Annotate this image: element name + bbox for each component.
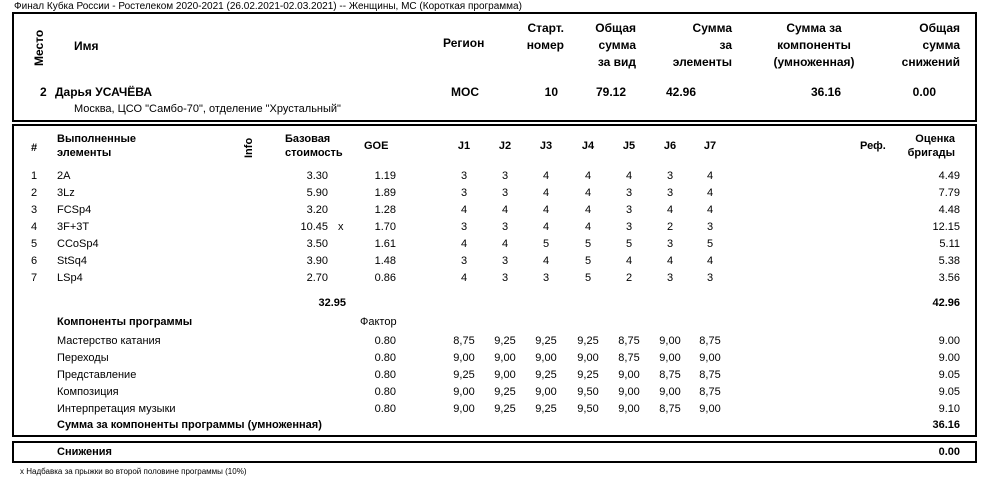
element-judge-score: 5 <box>706 238 714 250</box>
skater-start-number: 10 <box>544 85 558 99</box>
element-judge-score: 4 <box>706 187 714 199</box>
component-judge-score: 9,25 <box>535 369 557 381</box>
footnote: x Надбавка за прыжки во второй половине программы (10%) <box>20 467 247 476</box>
component-name: Переходы <box>57 352 109 364</box>
judge-header-7: J7 <box>703 140 717 152</box>
component-panel-score: 9.05 <box>938 386 960 398</box>
region-header: Регион <box>443 36 485 50</box>
element-base-value: 3.90 <box>306 255 328 267</box>
skater-pcs-score: 36.16 <box>810 85 841 99</box>
component-panel-score: 9.05 <box>938 369 960 381</box>
element-base-value: 3.30 <box>306 170 328 182</box>
element-judge-score: 3 <box>625 221 633 233</box>
element-judge-score: 4 <box>542 170 550 182</box>
total-score-header: Общая сумма за вид <box>595 21 636 69</box>
component-judge-score: 9,25 <box>494 335 516 347</box>
element-judge-score: 3 <box>666 170 674 182</box>
factor-header: Фактор <box>360 316 397 328</box>
component-judge-score: 8,75 <box>699 369 721 381</box>
element-judge-score: 3 <box>706 272 714 284</box>
element-judge-score: 3 <box>501 221 509 233</box>
skater-name: Дарья УСАЧЁВА <box>55 85 153 99</box>
component-name: Интерпретация музыки <box>57 403 176 415</box>
element-judge-score: 4 <box>501 238 509 250</box>
element-number: 7 <box>31 272 38 284</box>
start-number-header: Старт. номер <box>526 21 564 52</box>
element-panel-score: 12.15 <box>932 221 960 233</box>
component-judge-score: 9,00 <box>659 352 681 364</box>
component-judge-score: 9,25 <box>535 403 557 415</box>
component-name: Композиция <box>57 386 119 398</box>
pcs-header: Сумма за компоненты (умноженная) <box>773 21 855 69</box>
judge-header-1: J1 <box>457 140 471 152</box>
element-panel-score: 5.11 <box>939 238 960 250</box>
element-judge-score: 4 <box>542 221 550 233</box>
component-judge-score: 9,00 <box>535 352 557 364</box>
element-number: 1 <box>31 170 38 182</box>
component-judge-score: 8,75 <box>618 335 640 347</box>
component-judge-score: 8,75 <box>699 386 721 398</box>
component-judge-score: 8,75 <box>659 369 681 381</box>
element-goe: 1.19 <box>374 170 396 182</box>
deductions-label: Снижения <box>57 446 112 458</box>
element-judge-score: 3 <box>501 272 509 284</box>
element-judge-score: 4 <box>460 272 468 284</box>
skater-deductions: 0.00 <box>912 85 936 99</box>
element-goe: 1.48 <box>374 255 396 267</box>
element-base-value: 2.70 <box>306 272 328 284</box>
element-judge-score: 4 <box>542 204 550 216</box>
judge-header-3: J3 <box>539 140 553 152</box>
component-judge-score: 9,25 <box>577 369 599 381</box>
element-judge-score: 3 <box>460 170 468 182</box>
element-judge-score: 3 <box>460 187 468 199</box>
component-judge-score: 9,00 <box>699 403 721 415</box>
judge-header-2: J2 <box>498 140 512 152</box>
skater-total-score: 79.12 <box>595 85 626 99</box>
element-judge-score: 4 <box>460 238 468 250</box>
element-number: 5 <box>31 238 38 250</box>
element-judge-score: 5 <box>542 238 550 250</box>
component-judge-score: 9,00 <box>618 369 640 381</box>
skater-club: Москва, ЦСО "Самбо-70", отделение "Хрустальный" <box>74 103 341 115</box>
component-judge-score: 8,75 <box>618 352 640 364</box>
component-judge-score: 9,00 <box>618 403 640 415</box>
element-base-value: 3.50 <box>306 238 328 250</box>
component-factor: 0.80 <box>374 352 396 364</box>
component-judge-score: 9,25 <box>494 386 516 398</box>
element-judge-score: 4 <box>584 221 592 233</box>
element-goe: 1.61 <box>374 238 396 250</box>
base-value-header: Базовая стоимость <box>285 133 343 159</box>
component-judge-score: 9,50 <box>577 403 599 415</box>
element-judge-score: 4 <box>460 204 468 216</box>
element-judge-score: 2 <box>625 272 633 284</box>
element-name: LSp4 <box>57 272 83 284</box>
element-name: 2A <box>57 170 71 182</box>
goe-header: GOE <box>364 140 389 152</box>
skater-place: 2 <box>40 85 47 99</box>
element-judge-score: 3 <box>625 204 633 216</box>
element-panel-score: 4.49 <box>938 170 960 182</box>
component-judge-score: 9,00 <box>699 352 721 364</box>
element-panel-score: 7.79 <box>938 187 960 199</box>
skater-region: МОС <box>451 85 479 99</box>
referee-header: Реф. <box>860 140 886 152</box>
component-judge-score: 9,25 <box>535 335 557 347</box>
component-judge-score: 8,75 <box>659 403 681 415</box>
element-judge-score: 3 <box>666 187 674 199</box>
judge-header-6: J6 <box>663 140 677 152</box>
element-judge-score: 4 <box>625 255 633 267</box>
element-judge-score: 4 <box>666 255 674 267</box>
element-judge-score: 3 <box>625 187 633 199</box>
element-name: FCSp4 <box>57 204 92 216</box>
components-total-label: Сумма за компоненты программы (умноженная) <box>57 419 322 431</box>
deductions-score: 0.00 <box>938 446 960 458</box>
element-judge-score: 4 <box>584 187 592 199</box>
element-judge-score: 3 <box>706 221 714 233</box>
judge-header-4: J4 <box>581 140 595 152</box>
element-name: 3F+3T <box>57 221 90 233</box>
component-judge-score: 9,25 <box>577 335 599 347</box>
component-judge-score: 9,00 <box>453 352 475 364</box>
element-bonus-mark: x <box>338 221 344 233</box>
element-judge-score: 4 <box>584 204 592 216</box>
element-judge-score: 4 <box>542 187 550 199</box>
element-base-value: 10.45 <box>300 221 328 233</box>
element-judge-score: 2 <box>666 221 674 233</box>
info-header: Info <box>243 137 255 158</box>
element-judge-score: 3 <box>501 187 509 199</box>
component-judge-score: 8,75 <box>699 335 721 347</box>
component-judge-score: 8,75 <box>453 335 475 347</box>
element-judge-score: 5 <box>625 238 633 250</box>
component-judge-score: 9,00 <box>659 335 681 347</box>
elements-base-total: 32.95 <box>318 297 346 309</box>
component-judge-score: 9,00 <box>659 386 681 398</box>
element-panel-score: 3.56 <box>938 272 960 284</box>
place-header: Место <box>32 29 46 66</box>
element-judge-score: 3 <box>460 255 468 267</box>
elements-score-total: 42.96 <box>932 297 960 309</box>
components-title: Компоненты программы <box>57 316 193 328</box>
element-judge-score: 5 <box>584 272 592 284</box>
element-score-header: Сумма за элементы <box>672 21 732 69</box>
component-factor: 0.80 <box>374 386 396 398</box>
deductions-box <box>12 441 977 463</box>
element-number: 3 <box>31 204 38 216</box>
component-judge-score: 9,00 <box>577 352 599 364</box>
element-judge-score: 3 <box>501 170 509 182</box>
element-judge-score: 4 <box>584 170 592 182</box>
element-name: 3Lz <box>57 187 75 199</box>
element-goe: 0.86 <box>374 272 396 284</box>
element-goe: 1.70 <box>374 221 396 233</box>
component-factor: 0.80 <box>374 369 396 381</box>
element-judge-score: 5 <box>584 238 592 250</box>
skater-element-score: 42.96 <box>665 85 696 99</box>
element-judge-score: 4 <box>706 255 714 267</box>
component-judge-score: 9,00 <box>453 403 475 415</box>
element-name: StSq4 <box>57 255 87 267</box>
element-judge-score: 3 <box>501 255 509 267</box>
element-judge-score: 3 <box>666 272 674 284</box>
component-judge-score: 9,25 <box>494 403 516 415</box>
element-judge-score: 4 <box>666 204 674 216</box>
component-name: Мастерство катания <box>57 335 161 347</box>
judge-header-5: J5 <box>622 140 636 152</box>
component-panel-score: 9.10 <box>938 403 960 415</box>
num-header: # <box>31 142 38 154</box>
executed-elements-header: Выполненные элементы <box>57 133 136 159</box>
deductions-header: Общая сумма снижений <box>901 21 960 69</box>
element-panel-score: 4.48 <box>938 204 960 216</box>
element-judge-score: 4 <box>706 204 714 216</box>
component-judge-score: 9,25 <box>453 369 475 381</box>
component-judge-score: 9,50 <box>577 386 599 398</box>
component-judge-score: 9,00 <box>535 386 557 398</box>
element-base-value: 5.90 <box>306 187 328 199</box>
element-judge-score: 4 <box>542 255 550 267</box>
element-judge-score: 3 <box>666 238 674 250</box>
component-judge-score: 9,00 <box>453 386 475 398</box>
component-factor: 0.80 <box>374 403 396 415</box>
element-judge-score: 4 <box>501 204 509 216</box>
component-panel-score: 9.00 <box>938 335 960 347</box>
element-number: 6 <box>31 255 38 267</box>
component-judge-score: 9,00 <box>618 386 640 398</box>
document-title: Финал Кубка России - Ростелеком 2020-2021 (26.02.2021-02.03.2021) -- Женщины, МС (Короткая программа) <box>14 1 522 12</box>
component-judge-score: 9,00 <box>494 352 516 364</box>
name-header: Имя <box>74 39 99 53</box>
element-judge-score: 3 <box>460 221 468 233</box>
element-number: 4 <box>31 221 38 233</box>
component-panel-score: 9.00 <box>938 352 960 364</box>
element-panel-score: 5.38 <box>938 255 960 267</box>
element-number: 2 <box>31 187 38 199</box>
component-factor: 0.80 <box>374 335 396 347</box>
component-judge-score: 9,00 <box>494 369 516 381</box>
element-judge-score: 4 <box>706 170 714 182</box>
components-total-score: 36.16 <box>932 419 960 431</box>
element-name: CCoSp4 <box>57 238 99 250</box>
panel-score-header: Оценка бригады <box>907 133 955 159</box>
element-base-value: 3.20 <box>306 204 328 216</box>
element-judge-score: 4 <box>625 170 633 182</box>
element-judge-score: 5 <box>584 255 592 267</box>
element-goe: 1.28 <box>374 204 396 216</box>
element-judge-score: 3 <box>542 272 550 284</box>
component-name: Представление <box>57 369 137 381</box>
element-goe: 1.89 <box>374 187 396 199</box>
